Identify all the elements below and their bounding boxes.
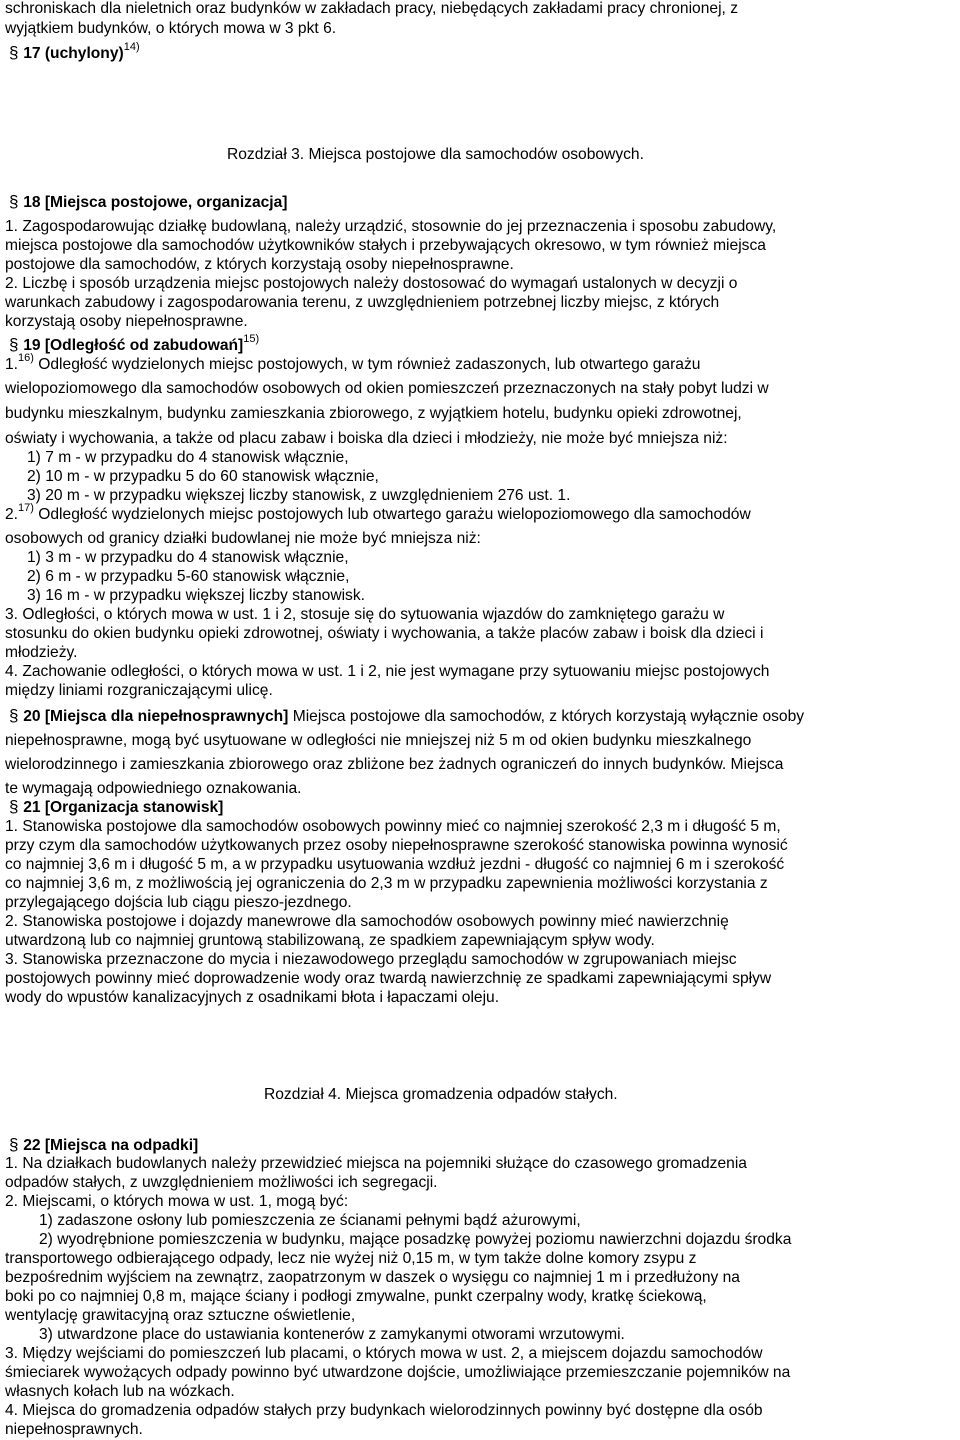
text-line [5, 1421, 143, 1439]
text-line [39, 1231, 791, 1249]
section-sign-icon: § [9, 192, 24, 211]
line-text: przylegającego dojścia lub ciągu pieszo-jezdnego. [5, 894, 352, 911]
text-line [5, 1307, 355, 1325]
text-line [5, 1155, 747, 1173]
text-line [5, 644, 78, 662]
text-line [5, 1402, 763, 1420]
line-text: 1) 3 m - w przypadku do 4 stanowisk włącznie, [27, 549, 349, 566]
line-text-continued: Odległość wydzielonych miejsc postojowych lub otwartego garażu wielopoziomowego dla samochodów [33, 506, 751, 523]
section-heading [9, 798, 223, 817]
line-text: wody do wpustów kanalizacyjnych z osadnikami błota i łapaczami oleju. [5, 989, 500, 1006]
line-text: schroniskach dla nieletnich oraz budynków w zakładach pracy, niebędących zakładami pracy chronionej, z [5, 0, 739, 17]
line-text: stosunku do okien budynku opieki zdrowotnej, oświaty i wychowania, a także placów zabaw i boisk dla dzieci i [5, 625, 764, 642]
line-text: śmieciarek wywożących odpady powinno być utwardzone dojście, umożliwiające przemieszczanie pojemników na [5, 1364, 791, 1381]
text-line [5, 970, 771, 988]
line-text: wielopoziomowego dla samochodów osobowych od okien pomieszczeń przeznaczonych na stały pobyt ludzi w [5, 380, 769, 397]
line-text: odpadów stałych, z uwzględnieniem możliwości ich segregacji. [5, 1174, 438, 1191]
text-line [39, 1212, 581, 1230]
line-text: utwardzoną lub co najmniej gruntową stabilizowaną, ze spadkiem zapewniającym spływ wody. [5, 932, 655, 949]
line-text: warunkach zabudowy i zagospodarowania terenu, z uwzględnieniem potrzebnej liczby miejsc, z których [5, 294, 720, 311]
line-text: oświaty i wychowania, a także od placu zabaw i boiska dla dzieci i młodzieży, nie może być mniejsza niż: [5, 430, 728, 447]
text-line [5, 682, 273, 700]
text-line [5, 218, 776, 236]
section-sign-icon: § [9, 797, 24, 816]
line-text: wyjątkiem budynków, o których mowa w 3 pkt 6. [5, 20, 337, 37]
text-line [5, 989, 499, 1007]
section-title: 20 [Miejsca dla niepełnosprawnych] [23, 708, 289, 725]
line-text: własnych kołach lub na wózkach. [5, 1383, 235, 1400]
line-text: 4. Miejsca do gromadzenia odpadów stałych przy budynkach wielorodzinnych powinny być dostępne dla osób [5, 1402, 763, 1419]
line-text: 3) utwardzone place do ustawiania kontenerów z zamykanymi otworami wrzutowymi. [39, 1326, 625, 1343]
section-title: 17 (uchylony) [23, 45, 124, 62]
line-text: 3) 20 m - w przypadku większej liczby stanowisk, z uwzględnieniem 276 ust. 1. [27, 487, 571, 504]
text-line [5, 875, 768, 893]
line-text: 1. [5, 356, 19, 373]
line-text: 1. Stanowiska postojowe dla samochodów osobowych powinny mieć co najmniej szerokość 2,3 m i długość 5 m, [5, 818, 781, 835]
text-line [5, 1174, 438, 1192]
text-line [5, 1345, 762, 1363]
line-text: 2) 10 m - w przypadku 5 do 60 stanowisk włącznie, [27, 468, 379, 485]
line-text: budynku mieszkalnym, budynku zamieszkania zbiorowego, z wyjątkiem hotelu, budynku opieki zdrowotnej, [5, 405, 742, 422]
line-text: 2. Stanowiska postojowe i dojazdy manewrowe dla samochodów osobowych powinny mieć nawierzchnię [5, 913, 729, 930]
text-line [27, 568, 349, 586]
text-line [27, 487, 570, 505]
text-line [5, 913, 729, 931]
line-text: korzystają osoby niepełnosprawne. [5, 313, 248, 330]
text-line [39, 1326, 625, 1344]
line-text: boki po co najmniej 0,8 m, mające ściany i podłogi zmywalne, punkt czerpalny wody, kratkę ściekową, [5, 1288, 707, 1305]
text-line [5, 932, 655, 950]
line-text: co najmniej 3,6 m i długość 5 m, a w przypadku usytuowania wzdłuż jezdni - długość co najmniej 6 m i szerokość [5, 856, 785, 873]
line-text: co najmniej 3,6 m, z możliwością jej ograniczenia do 2,3 m w przypadku zapewnienia możliwości korzystania z [5, 875, 768, 892]
text-line [5, 894, 352, 912]
section-title: 22 [Miejsca na odpadki] [23, 1137, 199, 1154]
line-text: Rozdział 3. Miejsca postojowe dla samochodów osobowych. [227, 146, 644, 163]
text-line [5, 294, 719, 312]
footnote-ref: 17) [18, 502, 34, 514]
text-line [5, 1383, 235, 1401]
line-text-continued: Miejsca postojowe dla samochodów, z których korzystają wyłącznie osoby [288, 708, 805, 725]
text-line [5, 502, 751, 524]
text-line [27, 549, 349, 567]
text-line [5, 818, 781, 836]
text-line [5, 237, 766, 255]
line-text: transportowego odbierającego odpady, lecz nie wyżej niż 0,15 m, w tym także dolne komory zsypu z [5, 1250, 697, 1267]
line-text: postojowe dla samochodów, z których korzystają osoby niepełnosprawne. [5, 256, 514, 273]
line-text: 3) 16 m - w przypadku większej liczby stanowisk. [27, 587, 365, 604]
footnote-ref: 16) [18, 352, 34, 364]
line-text: te wymagają odpowiedniego oznakowania. [5, 780, 302, 797]
text-line [27, 468, 379, 486]
text-line [5, 275, 737, 293]
section-heading [9, 193, 288, 212]
text-line [5, 780, 301, 798]
line-text: Rozdział 4. Miejsca gromadzenia odpadów stałych. [264, 1086, 618, 1103]
text-line [5, 530, 481, 548]
line-text: 4. Zachowanie odległości, o których mowa w ust. 1 i 2, nie jest wymagane przy sytuowaniu miejsc postojowych [5, 663, 770, 680]
text-line [5, 856, 784, 874]
line-text: miejsca postojowe dla samochodów użytkowników stałych i przebywających okresowo, w tym również miejsca [5, 237, 766, 254]
line-text: 1) zadaszone osłony lub pomieszczenia ze ścianami pełnymi bądź ażurowymi, [39, 1212, 581, 1229]
line-text: 3. Odległości, o których mowa w ust. 1 i 2, stosuje się do sytuowania wjazdów do zamkniętego garażu w [5, 606, 725, 623]
line-text: przy czym dla samochodów użytkowanych przez osoby niepełnosprawne szerokość stanowiska powinna wynosić [5, 837, 788, 854]
section-sign-icon: § [9, 1135, 24, 1154]
section-sign-icon: § [9, 335, 24, 354]
text-line [227, 146, 644, 164]
section-heading [9, 41, 140, 63]
section-sign-icon: § [9, 706, 24, 725]
text-line [5, 1269, 740, 1287]
text-line [5, 405, 742, 423]
section-heading [9, 1136, 198, 1155]
text-line [5, 1364, 790, 1382]
line-text: 2) wyodrębnione pomieszczenia w budynku, mające posadzkę powyżej poziomu nawierzchni dojazdu środka [39, 1231, 792, 1248]
line-text-continued: Odległość wydzielonych miejsc postojowych, w tym również zadaszonych, lub otwartego garażu [33, 356, 701, 373]
text-line [5, 430, 728, 448]
text-line [5, 625, 763, 643]
line-text: 1) 7 m - w przypadku do 4 stanowisk włącznie, [27, 449, 349, 466]
footnote-ref: 15) [243, 333, 260, 345]
line-text: wentylację grawitacyjną oraz sztuczne oświetlenie, [5, 1307, 356, 1324]
text-line [5, 256, 514, 274]
line-text: 3. Między wejściami do pomieszczeń lub placami, o których mowa w ust. 2, a miejscem dojazdu samochodów [5, 1345, 763, 1362]
section-title: 21 [Organizacja stanowisk] [23, 799, 224, 816]
text-line [5, 951, 737, 969]
section-title: 19 [Odległość od zabudowań] [23, 337, 244, 354]
line-text: niepełnosprawnych. [5, 1421, 143, 1438]
text-line [5, 837, 788, 855]
line-text: osobowych od granicy działki budowlanej nie może być mniejsza niż: [5, 530, 481, 547]
text-line [5, 732, 751, 750]
text-line [27, 587, 365, 605]
section-heading [9, 707, 804, 726]
footnote-ref: 14) [123, 41, 140, 53]
line-text: 2. Miejscami, o których mowa w ust. 1, mogą być: [5, 1193, 349, 1210]
line-text: postojowych powinny mieć doprowadzenie wody oraz twardą nawierzchnię ze spadkami zapewniającymi spływ [5, 970, 772, 987]
text-line [5, 1250, 696, 1268]
text-line [5, 380, 769, 398]
line-text: 1. Na działkach budowlanych należy przewidzieć miejsca na pojemniki służące do czasowego gromadzenia [5, 1155, 747, 1172]
line-text: 2) 6 m - w przypadku 5-60 stanowisk włącznie, [27, 568, 350, 585]
line-text: bezpośrednim wyjściem na zewnątrz, zaopatrzonym w daszek o wysięgu co najmniej 1 m i przedłużony na [5, 1269, 740, 1286]
text-line [5, 663, 769, 681]
line-text: 1. Zagospodarowując działkę budowlaną, należy urządzić, stosownie do jej przeznaczenia i sposobu zabudowy, [5, 218, 777, 235]
line-text: młodzieży. [5, 644, 78, 661]
line-text: między liniami rozgraniczającymi ulicę. [5, 682, 273, 699]
text-line [5, 313, 248, 331]
section-title: 18 [Miejsca postojowe, organizacja] [23, 194, 288, 211]
text-line [5, 1193, 348, 1211]
text-line [5, 0, 738, 18]
text-line [27, 449, 349, 467]
line-text: wielorodzinnego i zamieszkania zbiorowego oraz zbliżone bez żadnych ograniczeń do innych budynków. Miejsca [5, 756, 784, 773]
line-text: 2. Liczbę i sposób urządzenia miejsc postojowych należy dostosować do wymagań ustalonych w decyzji o [5, 275, 738, 292]
line-text: 3. Stanowiska przeznaczone do mycia i niezawodowego przeglądu samochodów w zgrupowaniach miejsc [5, 951, 737, 968]
text-line [5, 20, 336, 38]
section-heading [9, 333, 260, 355]
text-line [5, 606, 724, 624]
text-line [5, 756, 783, 774]
text-line [264, 1086, 618, 1104]
text-line [5, 352, 701, 374]
text-line [5, 1288, 707, 1306]
line-text: niepełnosprawne, mogą być usytuowane w odległości nie mniejszej niż 5 m od okien budynku mieszkalnego [5, 732, 752, 749]
line-text: 2. [5, 506, 19, 523]
section-sign-icon: § [9, 43, 24, 62]
